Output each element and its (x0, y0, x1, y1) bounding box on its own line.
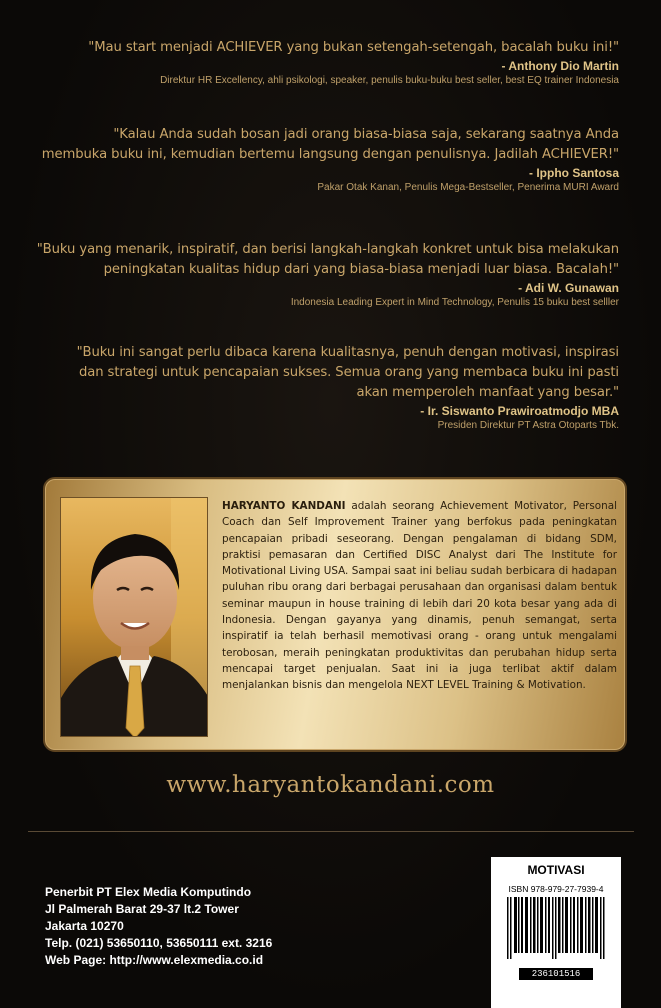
testimonial-role: Pakar Otak Kanan, Penulis Mega-Bestseller, Penerima MURI Award (317, 182, 619, 193)
quote-line: "Buku ini sangat perlu dibaca karena kualitasnya, penuh dengan motivasi, inspirasi (76, 345, 619, 360)
testimonial-author: - Ir. Siswanto Prawiroatmodjo MBA (420, 404, 619, 418)
quote-line: "Kalau Anda sudah bosan jadi orang biasa-biasa saja, sekarang saatnya Anda (113, 127, 619, 142)
author-name: HARYANTO KANDANI (222, 500, 346, 512)
testimonial-role: Direktur HR Excellency, ahli psikologi, speaker, penulis buku-buku best seller, best EQ trainer Indonesia (160, 75, 619, 86)
divider-line (28, 831, 634, 832)
testimonial-quote (19, 240, 619, 280)
barcode-image (505, 897, 607, 965)
publisher-info (45, 884, 272, 969)
isbn-number: ISBN 978-979-27-7939-4 (508, 884, 604, 894)
quote-line: akan memperoleh manfaat yang besar." (356, 385, 619, 400)
testimonial-1 (39, 38, 619, 88)
product-code: 236101516 (519, 968, 593, 980)
isbn-barcode-box (491, 857, 621, 1008)
testimonial-4 (29, 343, 619, 433)
quote-line: dan strategi untuk pencapaian sukses. Semua orang yang membaca buku ini pasti (78, 365, 619, 380)
publisher-line: Jakarta 10270 (45, 919, 124, 933)
testimonial-role: Presiden Direktur PT Astra Otoparts Tbk. (437, 420, 619, 431)
quote-line: peningkatan kualitas hidup dari yang biasa-biasa menjadi luar biasa. Bacalah!" (103, 262, 619, 277)
publisher-line: Jl Palmerah Barat 29-37 lt.2 Tower (45, 902, 239, 916)
author-portrait-image (61, 498, 208, 737)
testimonial-author: - Adi W. Gunawan (518, 281, 619, 295)
publisher-line: Web Page: http://www.elexmedia.co.id (45, 953, 264, 967)
testimonial-quote (29, 343, 619, 403)
website-url: www.haryantokandani.com (166, 772, 495, 798)
testimonial-quote (39, 125, 619, 165)
publisher-line: Penerbit PT Elex Media Komputindo (45, 885, 252, 899)
quote-line: "Mau start menjadi ACHIEVER yang bukan setengah-setengah, bacalah buku ini!" (88, 40, 619, 55)
testimonial-2 (39, 125, 619, 195)
quote-line: membuka buku ini, kemudian bertemu langsung dengan penulisnya. Jadilah ACHIEVER!" (41, 147, 619, 162)
quote-line: "Buku yang menarik, inspiratif, dan berisi langkah-langkah konkret untuk bisa melakukan (36, 242, 619, 257)
testimonial-author: - Ippho Santosa (529, 166, 619, 180)
publisher-line: Telp. (021) 53650110, 53650111 ext. 3216 (45, 936, 273, 950)
testimonial-role: Indonesia Leading Expert in Mind Technology, Penulis 15 buku best selller (290, 297, 619, 308)
author-bio-text (222, 498, 617, 694)
author-photo (60, 497, 208, 737)
testimonial-3 (19, 240, 619, 310)
testimonial-quote (39, 38, 619, 58)
author-bio-panel (43, 477, 627, 752)
author-bio-body: adalah seorang Achievement Motivator, Personal Coach dan Self Improvement Trainer yang berfokus pada peningkatan pencapaian pribadi seseorang. Dengan pengalaman di bidang SDM, praktisi pemasaran dan Certified DISC Analyst dari The Institute for Motivational Living USA. Sampai saat ini beliau sudah berbicara di hadapan puluhan ribu orang dari berbagai perusahaan dan organisasi dalam bentuk seminar maupun in house training di lebih dari 20 kota besar yang ada di Indonesia. Dengan gayanya yang dinamis, penuh semangat, serta inspiratif ia telah berhasil memotivasi orang - orang untuk mengalami terobosan, meraih peningkatan produktivitas dan perubahan hidup serta mencapai target penjualan. Saat ini ia juga terlibat aktif dalam menjalankan bisnis dan mengelola NEXT LEVEL Training & Motivation. (222, 500, 617, 692)
book-category: MOTIVASI (527, 863, 585, 877)
testimonial-author: - Anthony Dio Martin (501, 59, 619, 73)
